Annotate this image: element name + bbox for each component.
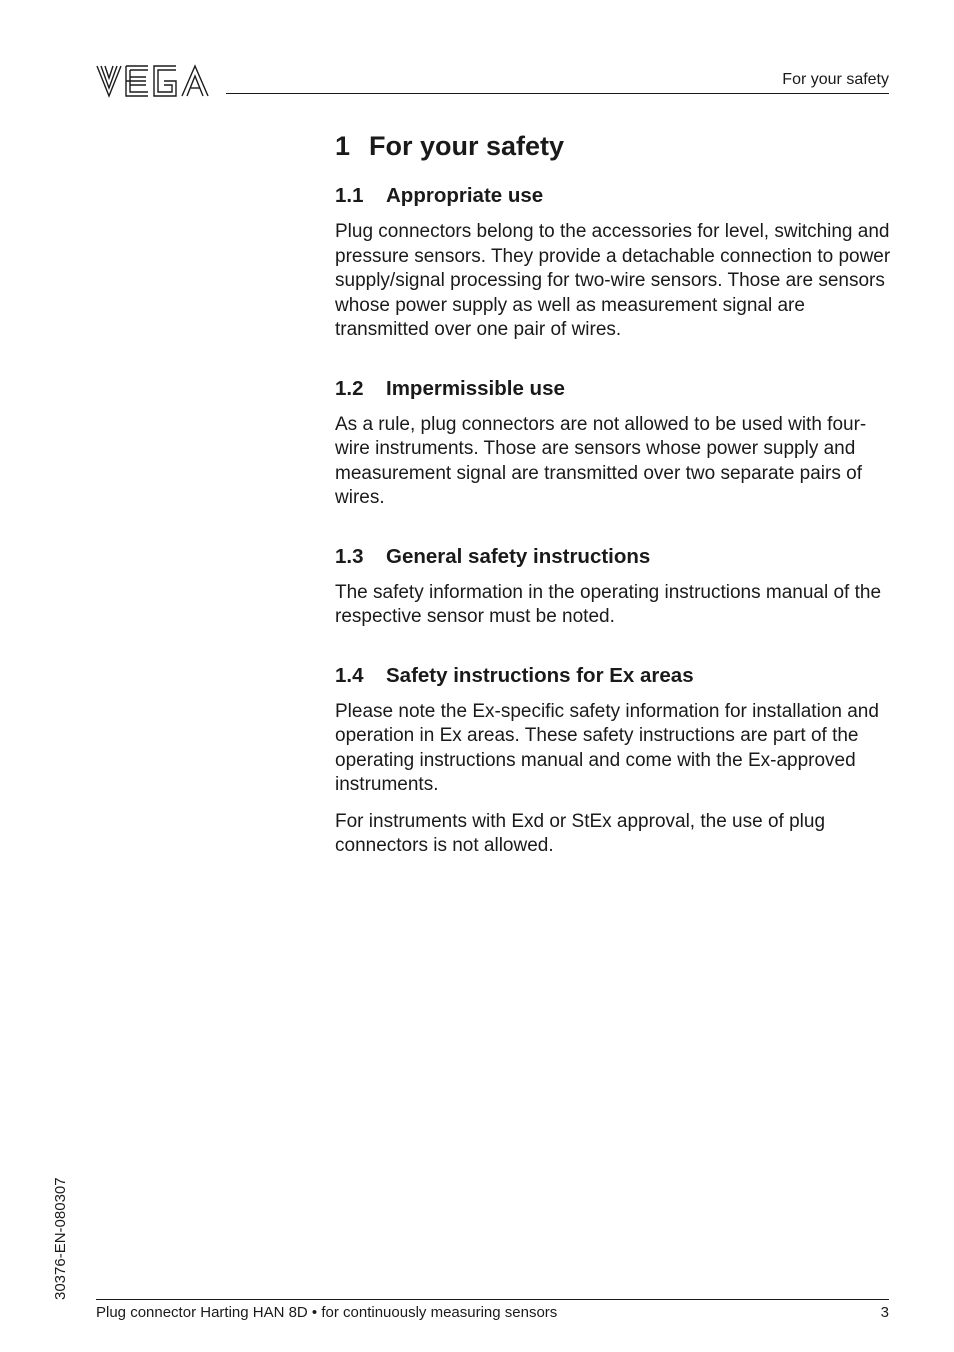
section-paragraph: Please note the Ex-specific safety information for installation and operation in Ex areas. These safety instructions are part of the operating instructions manual and come with the Ex-approved instruments. xyxy=(335,700,879,795)
section-appropriate-use xyxy=(335,182,891,343)
vega-logo xyxy=(96,64,214,98)
chapter-heading xyxy=(335,126,891,166)
section-number: 1.2 xyxy=(335,376,364,400)
section-title: General safety instructions xyxy=(386,544,651,568)
section-title: Appropriate use xyxy=(386,184,544,207)
section-title: Safety instructions for Ex areas xyxy=(386,663,694,687)
section-impermissible-use xyxy=(335,375,891,511)
section-number: 1.1 xyxy=(335,184,364,207)
running-header-title: For your safety xyxy=(782,71,889,88)
main-content xyxy=(335,126,891,891)
section-number: 1.4 xyxy=(335,663,364,687)
section-title: Impermissible use xyxy=(386,376,565,400)
section-heading xyxy=(335,662,891,690)
section-heading xyxy=(335,543,891,571)
document-code: 30376-EN-080307 xyxy=(52,1177,69,1300)
section-paragraph: Plug connectors belong to the accessories for level, switching and pressure sensors. They provide a detachable connection to power supply/signal processing for two-wire sensors. Those are sensors whose power supply as well as measurement signal are transmitted over one pair of wires. xyxy=(335,221,891,340)
footer-rule xyxy=(96,1299,889,1300)
chapter-number: 1 xyxy=(335,131,351,161)
section-paragraph: For instruments with Exd or StEx approval, the use of plug connectors is not allowed. xyxy=(335,810,826,856)
section-general-safety xyxy=(335,543,891,630)
section-heading xyxy=(335,182,891,210)
footer-text: Plug connector Harting HAN 8D • for continuously measuring sensors xyxy=(96,1304,558,1321)
section-paragraph: The safety information in the operating instructions manual of the respective sensor must be noted. xyxy=(335,581,882,627)
section-heading xyxy=(335,375,891,403)
section-paragraph: As a rule, plug connectors are not allowed to be used with four-wire instruments. Those are sensors whose power supply and measurement signal are transmitted over two separate pairs of wires. xyxy=(335,413,867,508)
page-number: 3 xyxy=(880,1304,889,1321)
section-ex-areas xyxy=(335,662,891,859)
chapter-title: For your safety xyxy=(369,131,565,161)
header-rule xyxy=(226,93,889,94)
section-number: 1.3 xyxy=(335,544,364,568)
